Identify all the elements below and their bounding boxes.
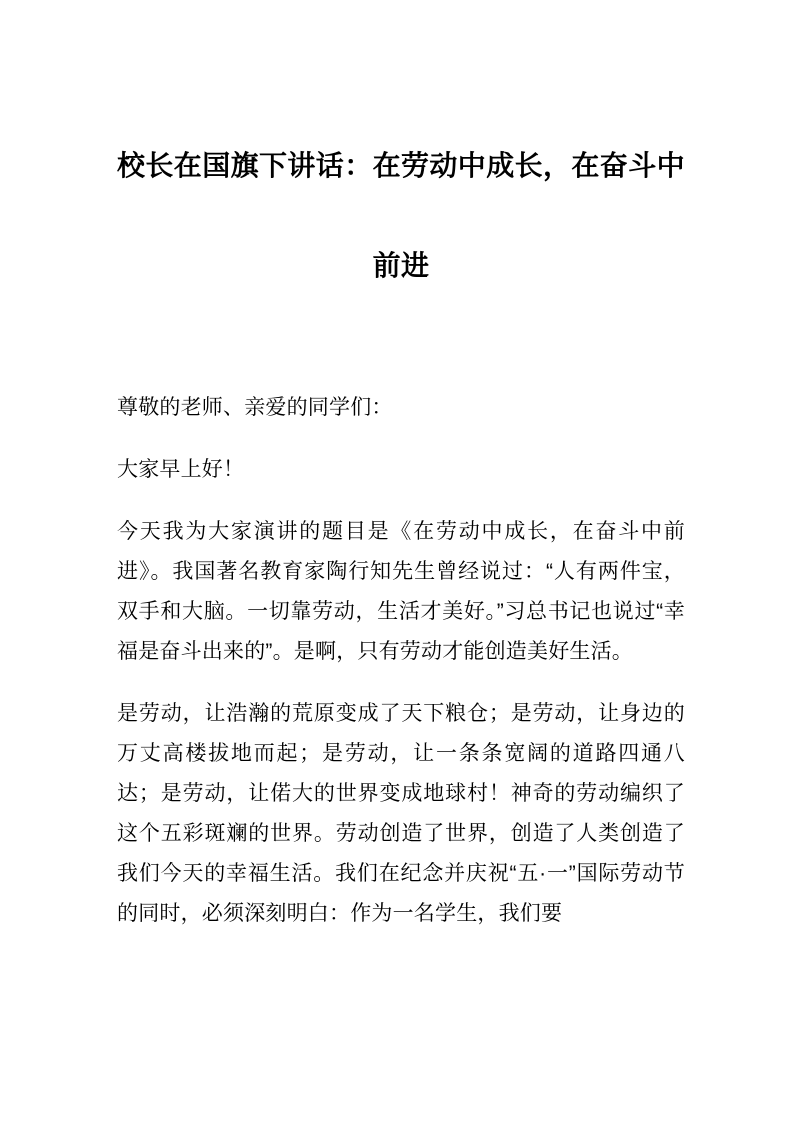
page-content bbox=[117, 0, 685, 934]
document-body bbox=[117, 316, 685, 934]
paragraph-salutation: 尊敬的老师、亲爱的同学们： bbox=[117, 396, 393, 419]
page-title: 校长在国旗下讲话：在劳动中成长，在奋斗中前进 bbox=[117, 150, 686, 281]
paragraph-opening: 今天我为大家演讲的题目是《在劳动中成长，在奋斗中前进》。我国著名教育家陶行知先生曾经说过：“人有两件宝，双手和大脑。一切靠劳动，生活才美好。”习总书记也说过“幸福是奋斗出来的”。是啊，只有劳动才能创造美好生活。 bbox=[117, 520, 685, 663]
paragraph-labor-created-world: 是劳动，让浩瀚的荒原变成了天下粮仓；是劳动，让身边的万丈高楼拔地而起；是劳动，让一条条宽阔的道路四通八达；是劳动，让偌大的世界变成地球村！神奇的劳动编织了这个五彩斑斓的世界。劳动创造了世界，创造了人类创造了我们今天的幸福生活。我们在纪念并庆祝“五·一”国际劳动节的同时，必须深刻明白：作为一名学生，我们要 bbox=[117, 702, 685, 925]
paragraph-greeting: 大家早上好！ bbox=[117, 458, 245, 481]
